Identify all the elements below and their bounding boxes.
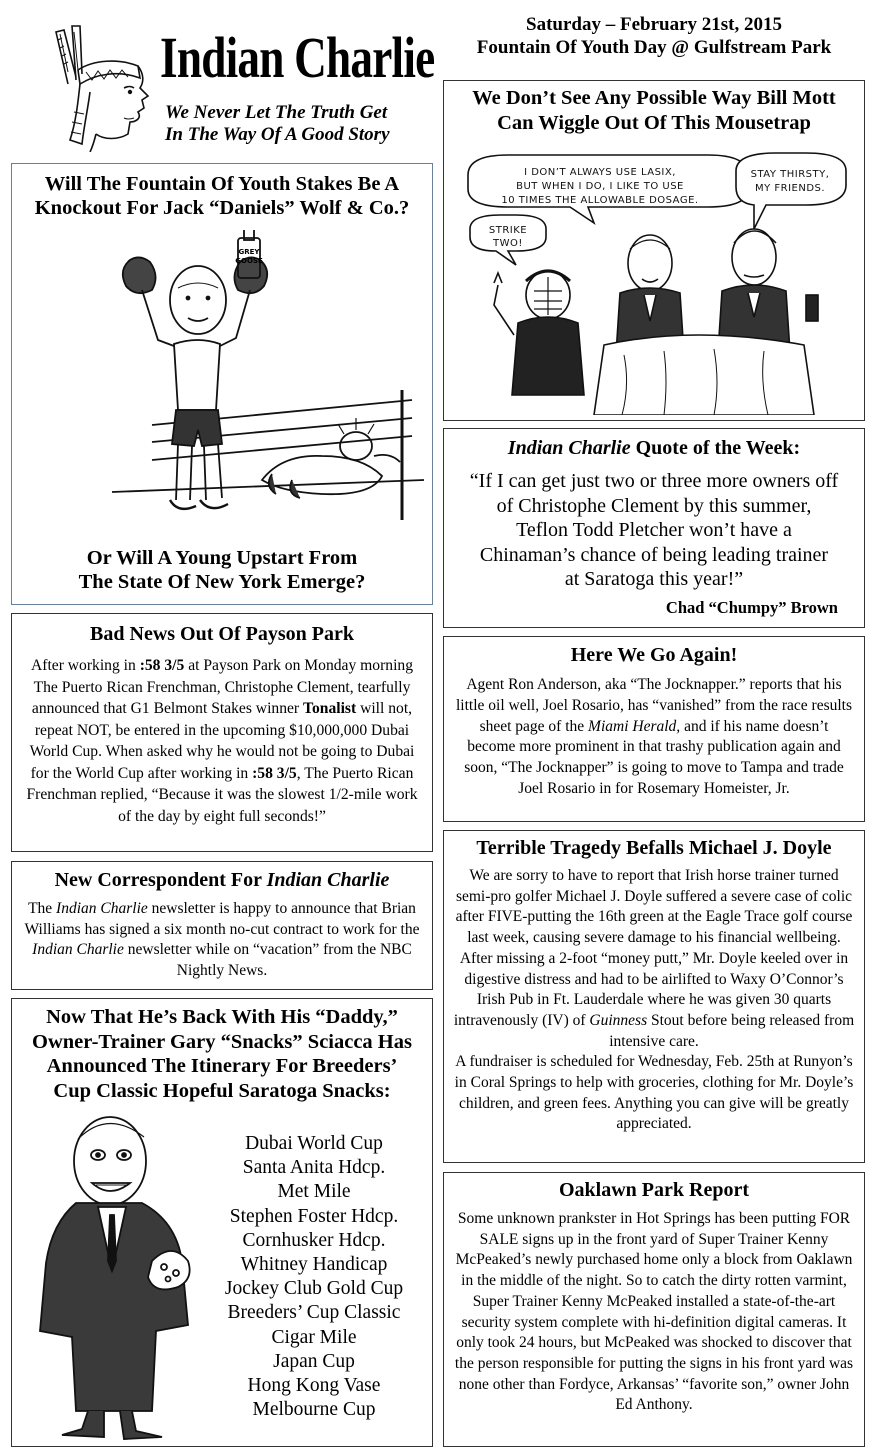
payson-text-3: will not, repeat NOT, be entered in the upcoming $10,000,000 Dubai World Cup. When asked why he would not be going to Dubai for the World Cup after working in bbox=[29, 700, 415, 782]
again-text-2: and if his name doesn’t become more prominent in that trashy publication again and soon, “The Jocknapper” is going to move to Tampa and trade Joel Rosario in for Rosemary Homeister, Jr. bbox=[464, 717, 844, 797]
itinerary-item: Whitney Handicap bbox=[240, 1254, 388, 1276]
payson-time-2: :58 3/5 bbox=[252, 764, 297, 782]
bottle-label-1: GREY bbox=[238, 248, 260, 256]
bubble1-line2: BUT WHEN I DO, I LIKE TO USE bbox=[516, 181, 684, 192]
itinerary-item: Jockey Club Gold Cup bbox=[224, 1278, 404, 1300]
doyle-para2-italic: Guinness bbox=[589, 1011, 648, 1029]
correspondent-text-1: The bbox=[28, 900, 57, 917]
payson-park-story bbox=[11, 613, 433, 852]
doyle-para3: A fundraiser is scheduled for Wednesday, Feb. 25th at Runyon’s in Coral Springs to help with groceries, clothing for Mr. Doyle’s children, and green fees. Anything you can give will be greatly appreciated. bbox=[454, 1053, 854, 1133]
masthead-title: Indian Charlie bbox=[160, 25, 435, 90]
itinerary-item: Santa Anita Hdcp. bbox=[242, 1157, 386, 1179]
itinerary-item: Japan Cup bbox=[273, 1350, 355, 1372]
again-headline: Here We Go Again! bbox=[570, 644, 738, 666]
correspondent-body bbox=[22, 899, 422, 981]
bubble1-line1: I DON’T ALWAYS USE LASIX, bbox=[524, 167, 676, 178]
new-correspondent-story bbox=[11, 861, 433, 990]
itinerary-item: Cornhusker Hdcp. bbox=[242, 1229, 386, 1251]
itinerary-item: Stephen Foster Hdcp. bbox=[229, 1205, 399, 1227]
date-line: Saturday – February 21st, 2015 bbox=[526, 14, 782, 35]
again-body bbox=[454, 675, 854, 800]
boxing-cartoon bbox=[112, 230, 424, 536]
here-we-go-again-story bbox=[443, 636, 865, 822]
payson-text-2: at Payson Park on Monday morning The Puerto Rican Frenchman, Christophe Clement, tearfully announced that G1 Belmont Stakes winner bbox=[31, 657, 414, 717]
oaklawn-park-story bbox=[443, 1172, 865, 1447]
correspondent-headline-italic: Indian Charlie bbox=[266, 869, 390, 891]
bubble1-line3: 10 TIMES THE ALLOWABLE DOSAGE. bbox=[501, 195, 699, 206]
fountain-subhead bbox=[12, 546, 432, 594]
snacks-headline-line3: Announced The Itinerary For Breeders’ bbox=[46, 1055, 398, 1077]
correspondent-italic-1: Indian Charlie bbox=[56, 900, 148, 917]
bottle-label-2: GOOSE bbox=[235, 257, 263, 265]
itinerary-item: Cigar Mile bbox=[271, 1326, 357, 1348]
tagline-line2: In The Way Of A Good Story bbox=[165, 124, 390, 145]
correspondent-text-2: newsletter is happy to announce that Brian Williams has signed a six month no-cut contract to work for the bbox=[24, 900, 420, 938]
payson-text-1: After working in bbox=[30, 657, 140, 674]
quote-headline bbox=[454, 436, 854, 461]
correspondent-headline-text: New Correspondent For bbox=[54, 869, 267, 891]
bubble2-line2: MY FRIENDS. bbox=[754, 183, 826, 194]
quote-line5: at Saratoga this year!” bbox=[564, 568, 744, 590]
itinerary-item: Melbourne Cup bbox=[252, 1399, 376, 1421]
oaklawn-headline: Oaklawn Park Report bbox=[559, 1179, 749, 1201]
snacks-headline bbox=[12, 1005, 432, 1103]
quote-headline-italic: Indian Charlie bbox=[507, 437, 631, 459]
itinerary-list bbox=[204, 1132, 424, 1422]
doyle-body bbox=[452, 866, 856, 1135]
itinerary-item: Dubai World Cup bbox=[245, 1133, 383, 1154]
mott-headline-line1: We Don’t See Any Possible Way Bill Mott bbox=[472, 87, 836, 109]
quote-headline-text: Quote of the Week: bbox=[630, 437, 801, 459]
fountain-headline bbox=[12, 172, 432, 220]
fountain-headline-line1: Will The Fountain Of Youth Stakes Be A bbox=[44, 173, 400, 195]
correspondent-text-3: newsletter while on “vacation” from the NBC Nightly News. bbox=[123, 941, 412, 979]
doyle-para2-text: After missing a 2-foot “money putt,” Mr. Doyle keeled over in digestive distress and had to be airlifted to Waxy O’Connor’s Irish Pub in Ft. Lauderdale where he was given 30 quarts intravenously (IV) of bbox=[453, 949, 849, 1029]
itinerary-item: Breeders’ Cup Classic bbox=[227, 1302, 401, 1324]
quote-line1: “If I can get just two or three more owners off bbox=[469, 470, 839, 492]
quote-line3: Teflon Todd Pletcher won’t have a bbox=[516, 519, 792, 541]
bubble2-line1: STAY THIRSTY, bbox=[750, 169, 830, 180]
bill-mott-story bbox=[443, 80, 865, 421]
fountain-subhead-line2: The State Of New York Emerge? bbox=[78, 571, 366, 593]
bubble3-line2: TWO! bbox=[493, 238, 523, 249]
quote-text bbox=[454, 469, 854, 592]
quote-attribution: Chad “Chumpy” Brown bbox=[665, 597, 838, 617]
snacks-headline-line4: Cup Classic Hopeful Saratoga Snacks: bbox=[53, 1079, 391, 1102]
bubble3-line1: STRIKE bbox=[488, 225, 528, 236]
saratoga-snacks-story bbox=[11, 998, 433, 1447]
quote-line4: Chinaman’s chance of being leading trainer bbox=[479, 543, 829, 566]
quote-line2: of Christophe Clement by this summer, bbox=[496, 494, 812, 517]
itinerary-item: Hong Kong Vase bbox=[247, 1375, 381, 1397]
doyle-headline: Terrible Tragedy Befalls Michael J. Doyle bbox=[476, 837, 832, 859]
payson-headline: Bad News Out Of Payson Park bbox=[90, 623, 354, 645]
payson-horse-name: Tonalist bbox=[303, 700, 357, 717]
payson-body bbox=[22, 655, 422, 827]
michael-doyle-story bbox=[443, 830, 865, 1163]
event-line: Fountain Of Youth Day @ Gulfstream Park bbox=[476, 37, 832, 58]
snacks-headline-line2: Owner-Trainer Gary “Snacks” Sciacca Has bbox=[32, 1030, 412, 1053]
mott-headline-line2: Can Wiggle Out Of This Mousetrap bbox=[497, 111, 811, 134]
correspondent-headline bbox=[22, 868, 422, 893]
fountain-of-youth-story bbox=[11, 163, 433, 605]
tagline-line1: We Never Let The Truth Get bbox=[165, 102, 388, 123]
doyle-para2-end: Stout before being released from intensive care. bbox=[609, 1011, 855, 1050]
indian-head-logo bbox=[38, 22, 158, 152]
correspondent-italic-2: Indian Charlie bbox=[32, 941, 124, 958]
oaklawn-body: Some unknown prankster in Hot Springs has been putting FOR SALE signs up in the front yard of Super Trainer Kenny McPeaked’s newly purchased home only a block from Oaklawn in the middle of the night. So to catch the dirty rotten varmint, Super Trainer Kenny McPeaked installed a state-of-the-art security system complete with hi-definition digital cameras. It only took 24 hours, but McPeaked was shocked to discover that the person responsible for putting the signs in his front yard was none other than Fordyce, Arkansas’ “favorite son,” owner John Ed Anthony. bbox=[454, 1210, 854, 1414]
masthead-tagline bbox=[165, 102, 425, 146]
payson-time-1: :58 3/5 bbox=[139, 657, 185, 674]
dateline bbox=[443, 13, 865, 59]
payson-text-4: , The Puerto Rican Frenchman replied, “Because it was the slowest 1/2-mile work of the day by eight full seconds!” bbox=[26, 764, 418, 825]
mott-headline bbox=[444, 86, 864, 135]
again-text-1: Agent Ron Anderson, aka “The Jocknapper.” reports that his little oil well, Joel Rosario, has “vanished” from the race results sheet page of the bbox=[456, 676, 852, 735]
fountain-headline-line2: Knockout For Jack “Daniels” Wolf & Co.? bbox=[34, 197, 410, 219]
doyle-para1: We are sorry to have to report that Irish horse trainer turned semi-pro golfer Michael J. Doyle suffered a severe case of colic after FIVE-putting the 16th green at the Eagle Trace golf course last week, causing severe damage to his financial wellbeing. bbox=[455, 867, 853, 947]
again-italic: Miami Herald, bbox=[588, 717, 681, 735]
fountain-subhead-line1: Or Will A Young Upstart From bbox=[86, 547, 358, 569]
itinerary-item: Met Mile bbox=[277, 1181, 351, 1203]
snacks-headline-line1: Now That He’s Back With His “Daddy,” bbox=[46, 1006, 398, 1028]
quote-of-week bbox=[443, 428, 865, 628]
snacks-trainer-cartoon bbox=[32, 1111, 202, 1441]
doyle-para2 bbox=[452, 949, 856, 1053]
mott-cartoon bbox=[454, 145, 856, 415]
